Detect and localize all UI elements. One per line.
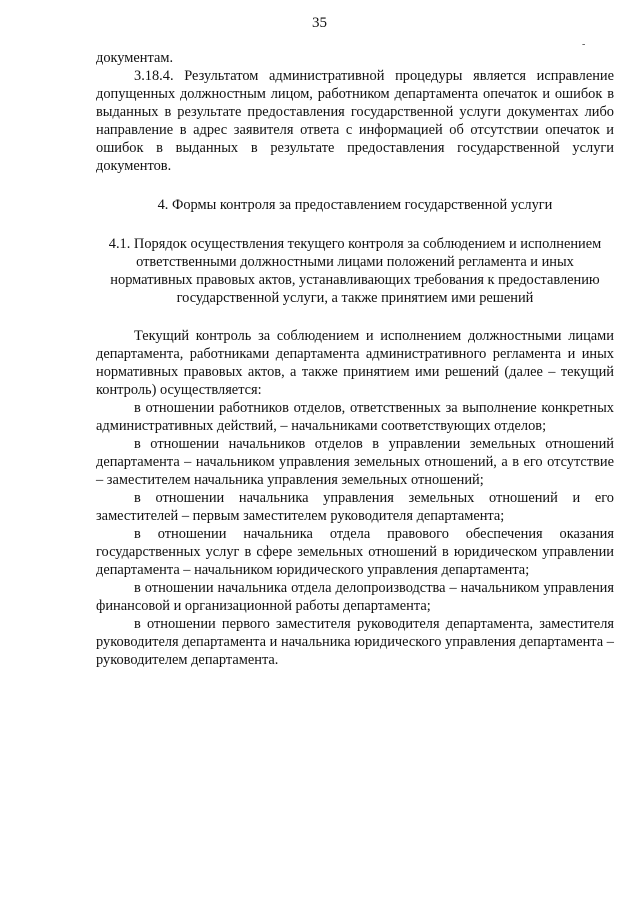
continuation-text: документам.	[96, 50, 174, 66]
paragraph-item: в отношении работников отделов, ответственных за выполнение конкретных административных действий, – начальниками соответствующих отделов;	[96, 400, 614, 434]
paragraph-item: в отношении первого заместителя руководителя департамента, заместителя руководителя департамента и начальника юридического управления департамента – руководителем департамента.	[96, 616, 614, 668]
paragraph-item: в отношении начальника управления земельных отношений и его заместителей – первым заместителем руководителя департамента;	[96, 490, 614, 524]
paragraph-3-18-4: 3.18.4. Результатом административной процедуры является исправление допущенных должностным лицом, работником департамента опечаток и ошибок в выданных в результате предоставления государственной услуги документах либо направление в адрес заявителя ответа с информацией об отсутствии опечаток и ошибок в выданных в результате предоставления государственной услуги документов.	[96, 68, 614, 174]
paragraph-item: в отношении начальника отдела правового обеспечения оказания государственных услуг в сфере земельных отношений в юридическом управлении департамента – начальником юридического управления департамента;	[96, 526, 614, 578]
paragraph-intro: Текущий контроль за соблюдением и исполнением должностными лицами департамента, работниками департамента административного регламента и иных нормативных правовых актов, а также принятием ими решений (далее – текущий контроль) осуществляется:	[96, 328, 614, 398]
subsection-4-1-title: 4.1. Порядок осуществления текущего контроля за соблюдением и исполнением ответственными должностными лицами положений регламента и иных нормативных правовых актов, устанавливающих требования к предоставлению государственной услуги, а также принятием ими решений	[108, 236, 602, 306]
spacer	[96, 307, 614, 327]
document-body	[96, 49, 614, 669]
section-4-title: 4. Формы контроля за предоставлением государственной услуги	[157, 197, 553, 213]
page-number: 35	[312, 15, 327, 31]
stray-mark: -	[582, 39, 586, 50]
paragraph-item: в отношении начальника отдела делопроизводства – начальником управления финансовой и организационной работы департамента;	[96, 580, 614, 614]
paragraph-item: в отношении начальников отделов в управлении земельных отношений департамента – начальником управления земельных отношений, а в его отсутствие – заместителем начальника управления земельных отношений;	[96, 436, 614, 488]
